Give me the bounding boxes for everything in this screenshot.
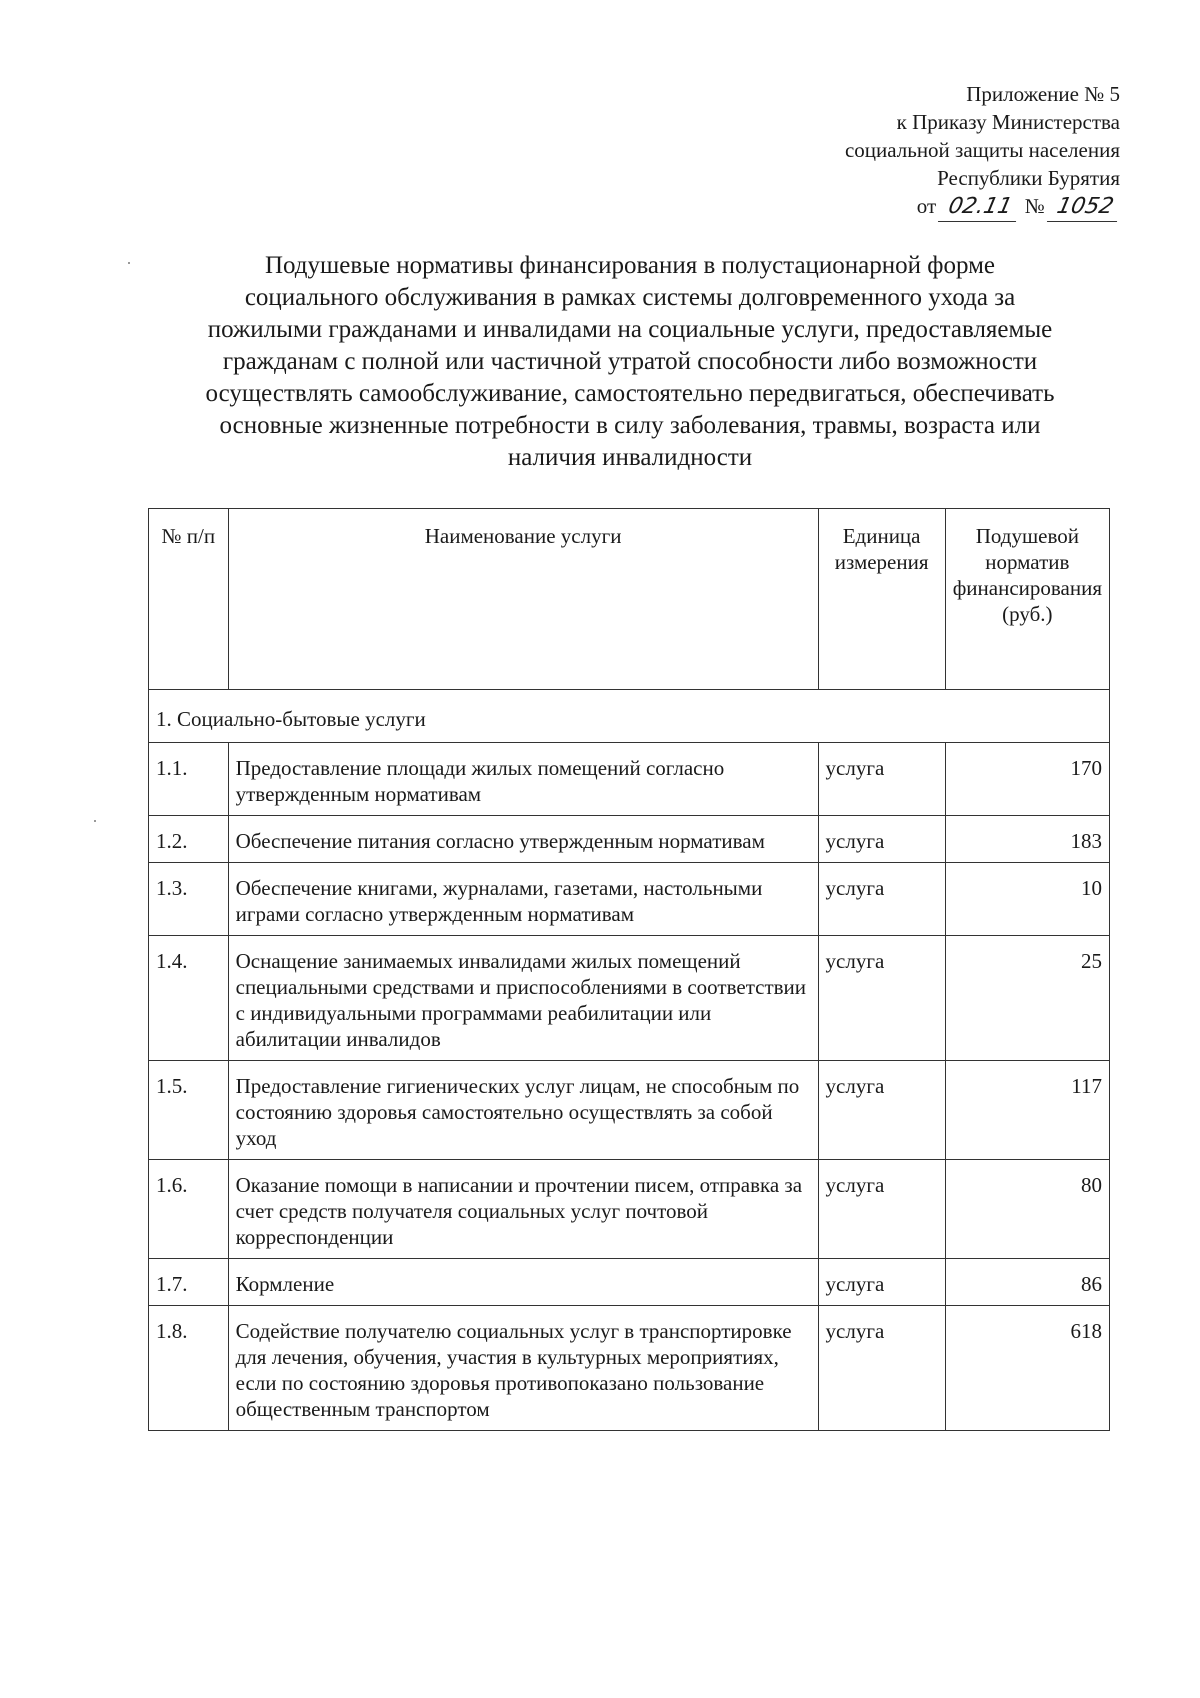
row-num: 1.3. (149, 863, 229, 936)
title-line: наличия инвалидности (507, 444, 753, 471)
header-unit: Единица измерения (818, 509, 945, 690)
header-num: № п/п (149, 509, 229, 690)
row-num: 1.8. (149, 1306, 229, 1431)
title-line: социального обслуживания в рамках системы долговременного ухода за (244, 284, 1016, 311)
row-value: 618 (945, 1306, 1109, 1431)
row-name: Предоставление площади жилых помещений согласно утвержденным нормативам (228, 743, 818, 816)
header-name: Наименование услуги (228, 509, 818, 690)
table-row (149, 1259, 1110, 1306)
title-line: осуществлять самообслуживание, самостоятельно передвигаться, обеспечивать (205, 380, 1055, 407)
row-num: 1.5. (149, 1061, 229, 1160)
row-value: 117 (945, 1061, 1109, 1160)
order-reference: к Приказу Министерства (896, 110, 1120, 134)
table-row (149, 816, 1110, 863)
row-name: Оснащение занимаемых инвалидами жилых помещений специальными средствами и приспособлениями в соответствии с индивидуальными программами реабилитации или абилитации инвалидов (228, 936, 818, 1061)
table-row (149, 1306, 1110, 1431)
row-name: Оказание помощи в написании и прочтении писем, отправка за счет средств получателя социальных услуг почтовой корреспонденции (228, 1160, 818, 1259)
row-unit: услуга (818, 743, 945, 816)
title-line: гражданам с полной или частичной утратой способности либо возможности (222, 348, 1038, 375)
row-name: Обеспечение питания согласно утвержденным нормативам (228, 816, 818, 863)
title-line: Подушевые нормативы финансирования в полустационарной форме (264, 252, 996, 279)
section-row (149, 690, 1110, 743)
row-value: 25 (945, 936, 1109, 1061)
services-table (148, 508, 1110, 1431)
number-prefix: № (1024, 194, 1045, 218)
row-name: Кормление (228, 1259, 818, 1306)
row-unit: услуга (818, 1306, 945, 1431)
row-num: 1.1. (149, 743, 229, 816)
table-row (149, 1160, 1110, 1259)
row-name: Обеспечение книгами, журналами, газетами, настольными играми согласно утвержденным нормативам (228, 863, 818, 936)
republic-name: Республики Бурятия (937, 166, 1120, 190)
ministry-name: социальной защиты населения (844, 138, 1120, 162)
appendix-label: Приложение № 5 (966, 82, 1120, 106)
section-title: 1. Социально-бытовые услуги (149, 690, 1110, 743)
title-line: пожилыми гражданами и инвалидами на социальные услуги, предоставляемые (207, 316, 1053, 343)
row-value: 86 (945, 1259, 1109, 1306)
row-num: 1.7. (149, 1259, 229, 1306)
scan-speck (128, 262, 130, 264)
date-prefix: от (916, 194, 937, 218)
row-name: Содействие получателю социальных услуг в транспортировке для лечения, обучения, участия в культурных мероприятиях, если по состоянию здоровья противопоказано пользование общественным транспортом (228, 1306, 818, 1431)
row-value: 183 (945, 816, 1109, 863)
row-unit: услуга (818, 1160, 945, 1259)
handwritten-date: 02.11 (938, 193, 1022, 222)
table-row (149, 863, 1110, 936)
document-title (140, 250, 1120, 474)
row-unit: услуга (818, 936, 945, 1061)
row-num: 1.2. (149, 816, 229, 863)
title-line: основные жизненные потребности в силу заболевания, травмы, возраста или (219, 412, 1041, 439)
row-name: Предоставление гигиенических услуг лицам, не способным по состоянию здоровья самостоятельно осуществлять за собой уход (228, 1061, 818, 1160)
scan-speck (94, 820, 96, 822)
row-unit: услуга (818, 1061, 945, 1160)
row-unit: услуга (818, 1259, 945, 1306)
row-num: 1.4. (149, 936, 229, 1061)
table-row (149, 743, 1110, 816)
table-row (149, 936, 1110, 1061)
row-num: 1.6. (149, 1160, 229, 1259)
row-value: 10 (945, 863, 1109, 936)
row-value: 170 (945, 743, 1109, 816)
row-unit: услуга (818, 816, 945, 863)
header-norm: Подушевой норматив финансирования (руб.) (945, 509, 1109, 690)
order-date-number (845, 192, 1120, 222)
table-header-row (149, 509, 1110, 690)
handwritten-number: 1052 (1047, 193, 1123, 222)
row-unit: услуга (818, 863, 945, 936)
table-row (149, 1061, 1110, 1160)
row-value: 80 (945, 1160, 1109, 1259)
order-header (845, 80, 1120, 222)
